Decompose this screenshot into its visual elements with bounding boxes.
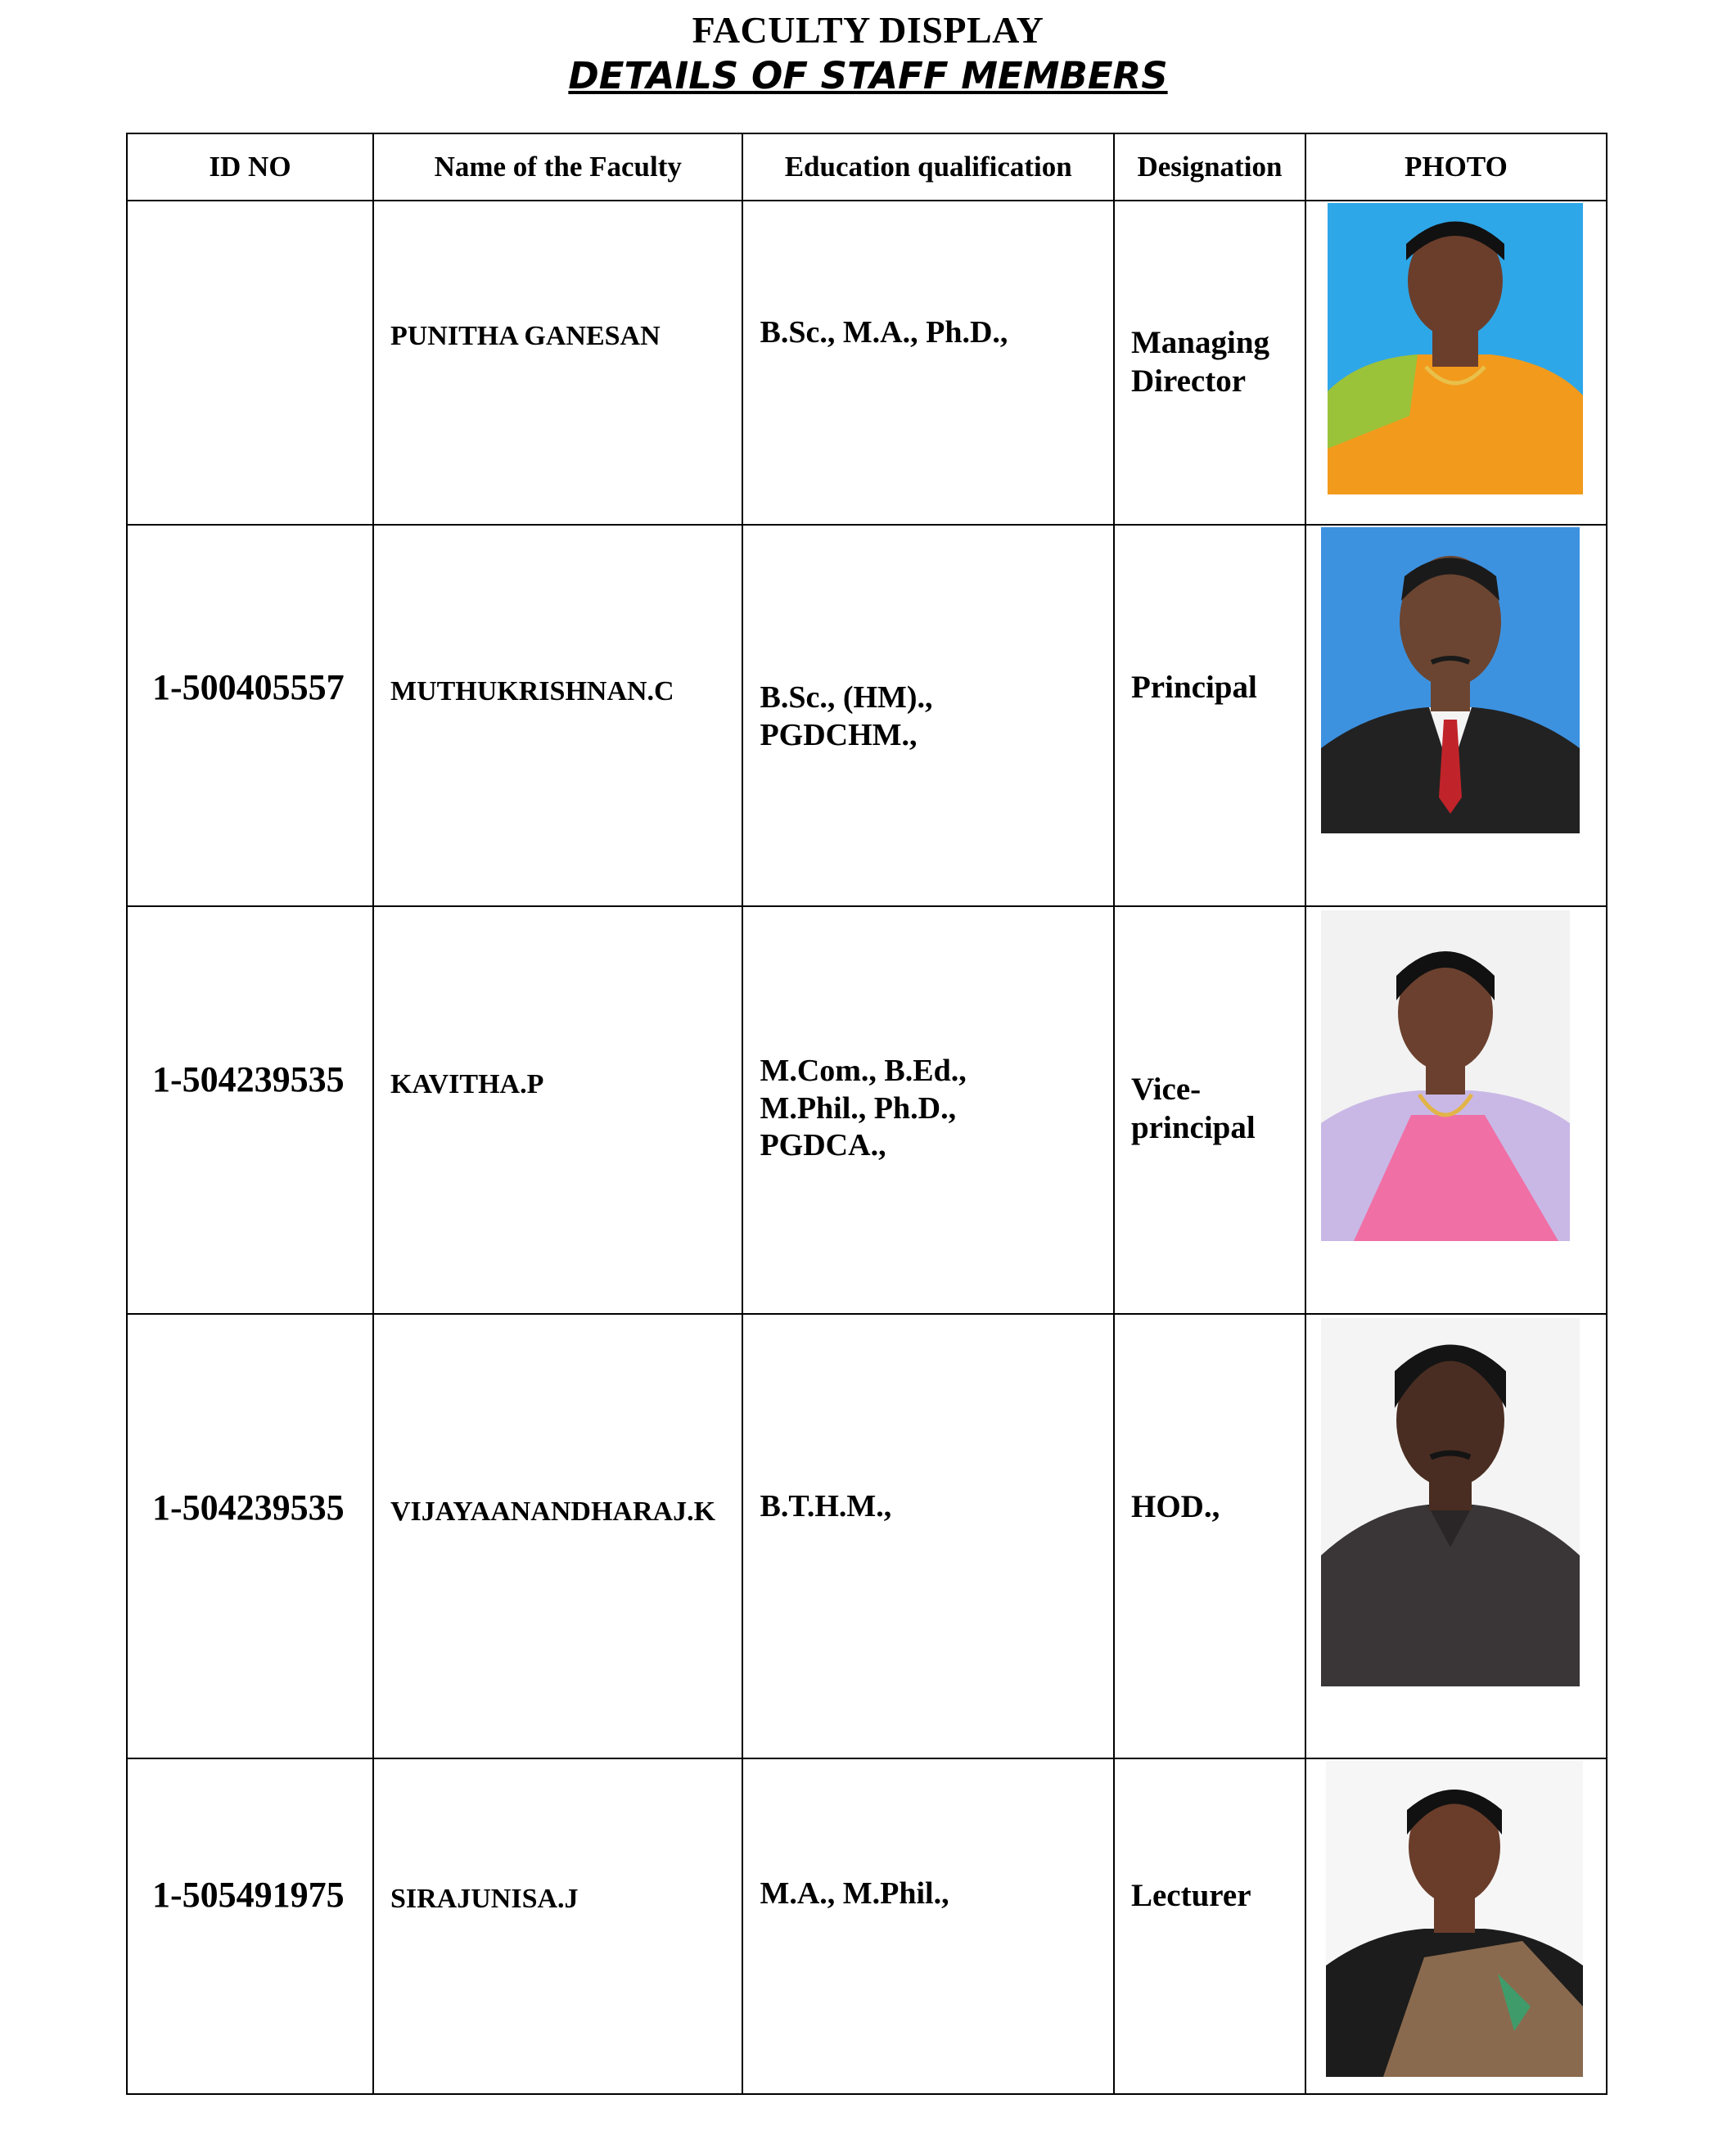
page-subtitle: DETAILS OF STAFF MEMBERS <box>568 54 1168 97</box>
table-header-row <box>127 133 1607 201</box>
education-cell: B.T.H.M., <box>742 1314 1114 1758</box>
education-cell: M.A., M.Phil., <box>742 1758 1114 2094</box>
id-cell: 1-504239535 <box>127 1314 373 1758</box>
photo-cell <box>1305 1314 1607 1758</box>
id-cell: 1-504239535 <box>127 906 373 1314</box>
id-cell <box>127 201 373 525</box>
header-education: Education qualification <box>742 133 1114 201</box>
id-cell: 1-500405557 <box>127 525 373 906</box>
name-cell: VIJAYAANANDHARAJ.K <box>373 1314 742 1758</box>
name-cell: PUNITHA GANESAN <box>373 201 742 525</box>
header-photo: PHOTO <box>1305 133 1607 201</box>
staff-table <box>126 133 1607 2095</box>
designation-cell: HOD., <box>1114 1314 1305 1758</box>
header-designation: Designation <box>1114 133 1305 201</box>
photo-cell <box>1305 906 1607 1314</box>
photo-cell <box>1305 525 1607 906</box>
photo-cell <box>1305 201 1607 525</box>
faculty-photo-woman-orange-saree <box>1328 203 1583 494</box>
faculty-photo-man-dark-shirt <box>1321 1318 1580 1686</box>
table-row <box>127 1758 1607 2094</box>
page-title: FACULTY DISPLAY <box>692 9 1044 51</box>
designation-cell: Vice- principal <box>1114 906 1305 1314</box>
education-cell: M.Com., B.Ed., M.Phil., Ph.D., PGDCA., <box>742 906 1114 1314</box>
header-id: ID NO <box>127 133 373 201</box>
designation-cell: Managing Director <box>1114 201 1305 525</box>
header-name: Name of the Faculty <box>373 133 742 201</box>
table-row <box>127 525 1607 906</box>
table-row <box>127 201 1607 525</box>
faculty-photo-woman-brown-saree <box>1326 1761 1583 2077</box>
photo-cell <box>1305 1758 1607 2094</box>
name-cell: KAVITHA.P <box>373 906 742 1314</box>
education-cell: B.Sc., (HM)., PGDCHM., <box>742 525 1114 906</box>
name-cell: MUTHUKRISHNAN.C <box>373 525 742 906</box>
name-cell: SIRAJUNISA.J <box>373 1758 742 2094</box>
faculty-photo-woman-pink-saree <box>1321 910 1570 1241</box>
table-row <box>127 1314 1607 1758</box>
id-cell: 1-505491975 <box>127 1758 373 2094</box>
table-row <box>127 906 1607 1314</box>
faculty-photo-man-suit-red-tie <box>1321 527 1580 833</box>
designation-cell: Principal <box>1114 525 1305 906</box>
education-cell: B.Sc., M.A., Ph.D., <box>742 201 1114 525</box>
designation-cell: Lecturer <box>1114 1758 1305 2094</box>
